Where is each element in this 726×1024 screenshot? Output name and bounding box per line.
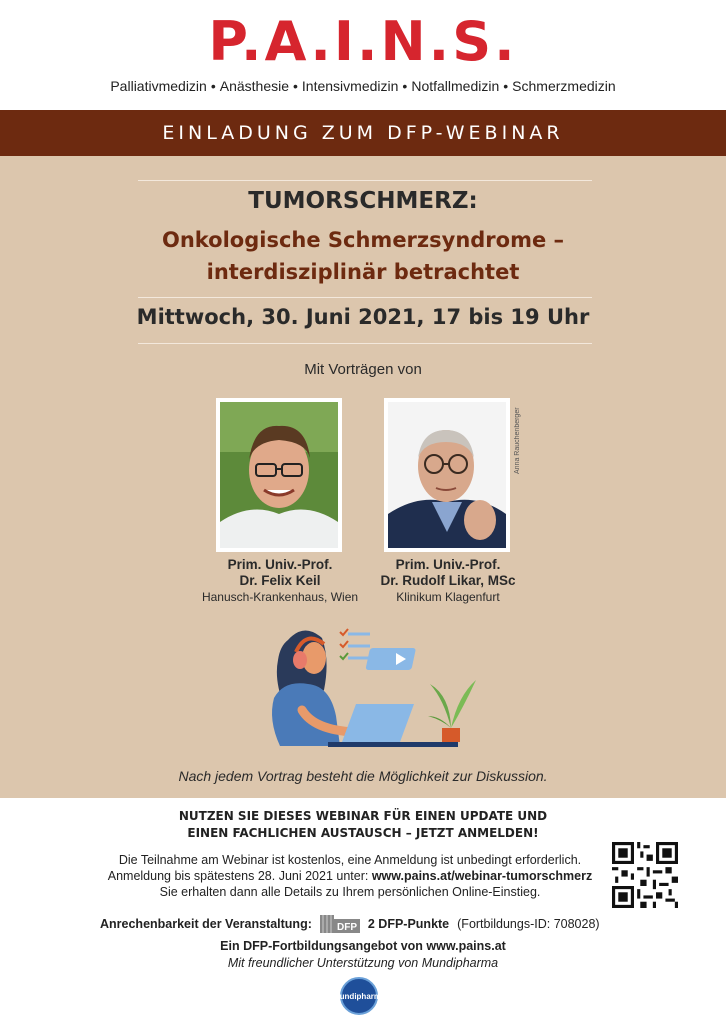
organizer: Ein DFP-Fortbildungsangebot von www.pains.at [220,939,506,953]
credits-id: (Fortbildungs-ID: 708028) [457,917,600,931]
mundipharma-logo [326,976,392,1016]
photo-credit: Anna Rauchenberger [514,407,521,474]
tagline-item: Notfallmedizin [411,78,500,94]
divider [138,343,592,344]
tagline-item: Anästhesie [219,78,290,94]
cta-line1: NUTZEN SIE DIESES WEBINAR FÜR EINEN UPDATE UND [178,809,548,823]
mundipharma-logo-text: mundipharma [332,992,386,1001]
invitation-banner: EINLADUNG ZUM DFP-WEBINAR [0,110,726,156]
speaker-photo-likar [384,398,510,552]
speaker-name: Dr. Felix Keil [239,573,321,588]
divider [138,297,592,298]
event-subtitle-line1: Onkologische Schmerzsyndrome – [161,228,565,252]
event-title: TUMORSCHMERZ: [248,188,478,214]
info-line2-prefix: Anmeldung bis spätestens 28. Juni 2021 unter: [107,869,372,883]
speaker-affiliation: Hanusch-Krankenhaus, Wien [201,590,359,604]
qr-code[interactable] [612,842,678,908]
tagline-item: Schmerzmedizin [512,78,616,94]
credits-points: 2 DFP-Punkte [367,917,450,931]
speakers-intro: Mit Vorträgen von [304,361,422,378]
credits-label: Anrechenbarkeit der Veranstaltung: [100,917,312,931]
speaker-title: Prim. Univ.-Prof. [227,557,333,572]
webinar-illustration [244,620,504,760]
info-line1: Die Teilnahme am Webinar ist kostenlos, eine Anmeldung ist unbedingt erforderlich. [118,853,582,867]
event-subtitle [0,224,726,288]
sponsor-note: Mit freundlicher Unterstützung von Mundipharma [227,956,499,970]
registration-link[interactable]: www.pains.at/webinar-tumorschmerz [371,869,593,883]
info-line2 [90,868,610,884]
divider [138,180,592,181]
pains-logo: P.A.I.N.S. [208,10,518,73]
info-line3: Sie erhalten dann alle Details zu Ihrem persönlichen Online-Einstieg. [159,885,541,899]
speaker-name: Dr. Rudolf Likar, MSc [380,573,516,588]
dfp-credits [100,914,660,934]
dfp-logo-icon [320,915,360,933]
speaker-affiliation: Klinikum Klagenfurt [396,590,500,604]
registration-info [90,852,610,900]
discussion-note: Nach jedem Vortrag besteht die Möglichkeit zur Diskussion. [178,768,548,784]
portrait-image [388,402,506,548]
dfp-logo-text: DFP [336,922,357,933]
tagline: Palliativmedizin • Anästhesie • Intensivmedizin • Notfallmedizin • Schmerzmedizin [110,78,616,94]
call-to-action [0,808,726,842]
cta-line2: EINEN FACHLICHEN AUSTAUSCH – JETZT ANMELDEN! [187,826,539,840]
dfp-logo [320,915,360,933]
tagline-item: Intensivmedizin [301,78,399,94]
portrait-image [220,402,338,548]
speaker-photo-keil [216,398,342,552]
speaker-title: Prim. Univ.-Prof. [395,557,501,572]
header [0,0,726,110]
speaker-likar [350,557,546,605]
event-subtitle-line2: interdisziplinär betrachtet [206,260,520,284]
event-date: Mittwoch, 30. Juni 2021, 17 bis 19 Uhr [136,305,590,329]
tagline-item: Palliativmedizin [110,78,207,94]
